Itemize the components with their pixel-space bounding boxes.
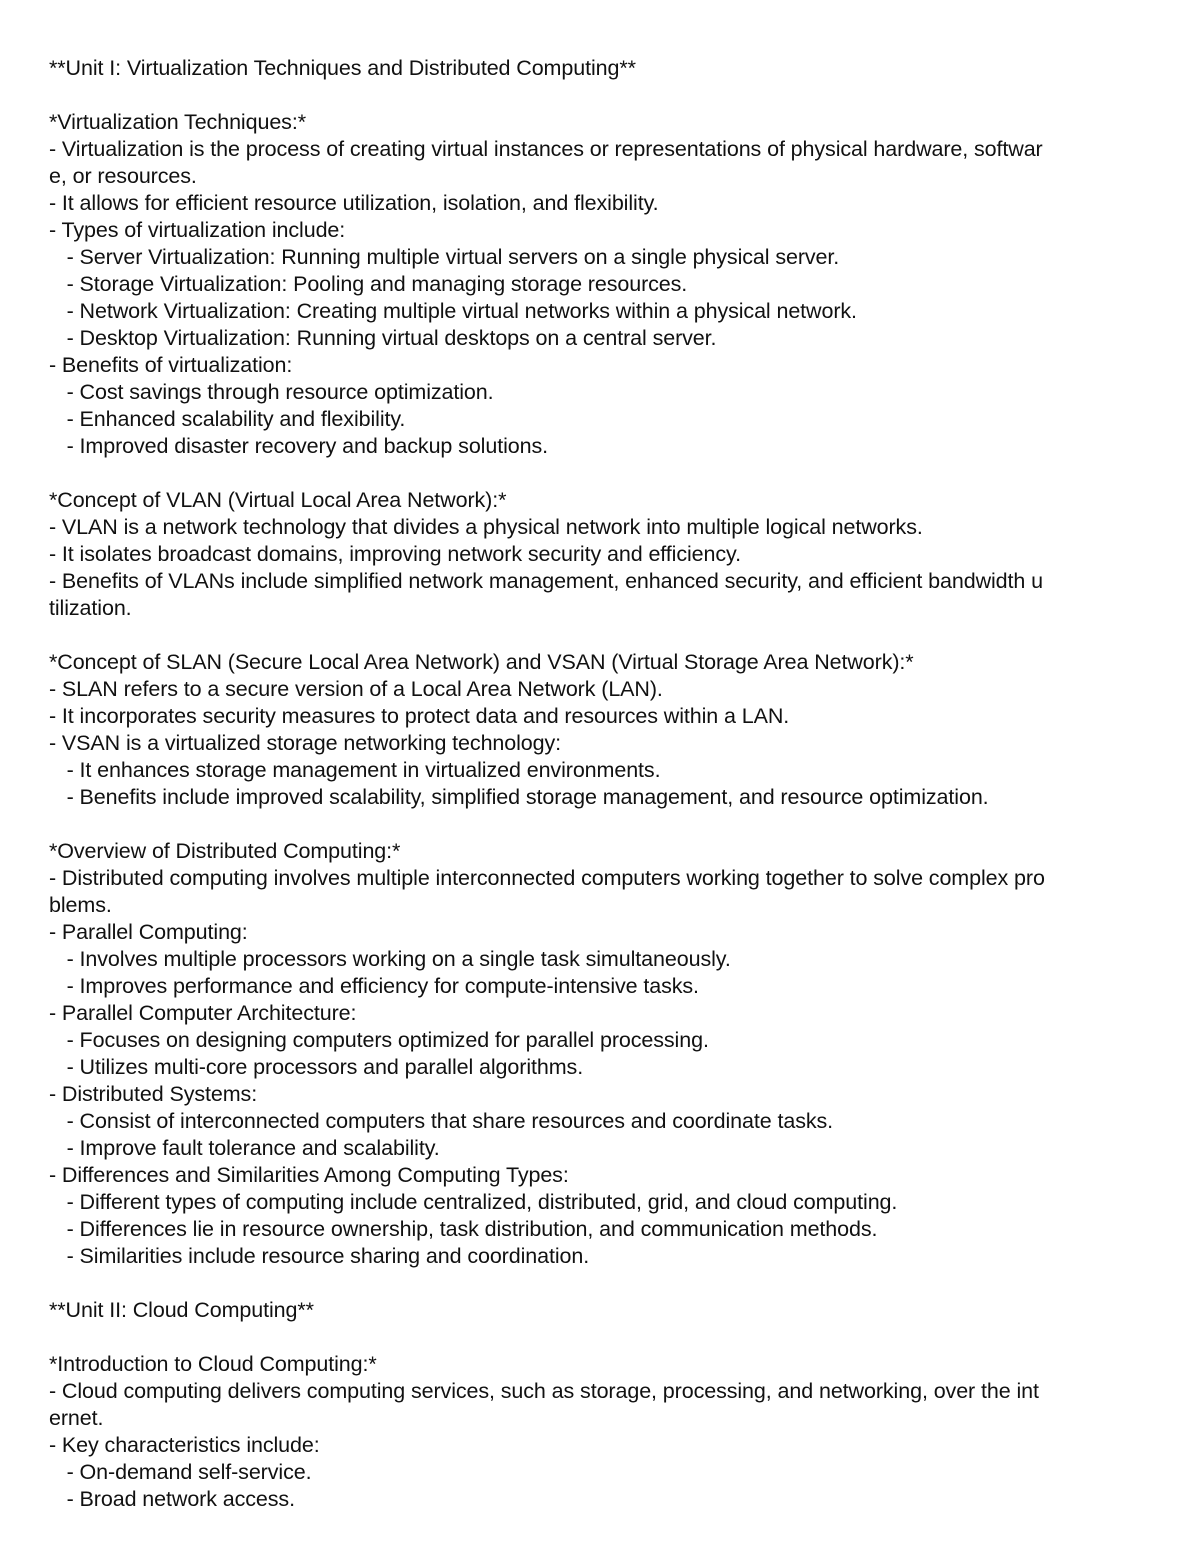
- text-line: - Key characteristics include:: [49, 1433, 320, 1457]
- text-line: - Focuses on designing computers optimized for parallel processing.: [49, 1028, 709, 1052]
- text-line: - Different types of computing include centralized, distributed, grid, and cloud computing.: [49, 1190, 898, 1214]
- text-line: - It incorporates security measures to protect data and resources within a LAN.: [49, 704, 790, 728]
- text-line: - Network Virtualization: Creating multiple virtual networks within a physical network.: [49, 299, 857, 323]
- section-heading: *Concept of SLAN (Secure Local Area Network) and VSAN (Virtual Storage Area Network):*: [49, 650, 914, 674]
- text-line: - Distributed Systems:: [49, 1082, 258, 1106]
- text-line: - Involves multiple processors working on a single task simultaneously.: [49, 947, 731, 971]
- text-line: - Differences and Similarities Among Computing Types:: [49, 1163, 569, 1187]
- blank-line: [49, 1324, 1159, 1351]
- text-line: - Broad network access.: [49, 1487, 295, 1511]
- blank-line: [49, 1270, 1159, 1297]
- text-line: - Distributed computing involves multiple interconnected computers working together to solve complex pro: [49, 866, 1045, 890]
- unit-heading: **Unit I: Virtualization Techniques and Distributed Computing**: [49, 56, 636, 80]
- text-line: - Cloud computing delivers computing services, such as storage, processing, and networking, over the int: [49, 1379, 1039, 1403]
- blank-line: [49, 622, 1159, 649]
- text-line: blems.: [49, 893, 112, 917]
- text-line: - Storage Virtualization: Pooling and managing storage resources.: [49, 272, 688, 296]
- document-text: [49, 55, 1159, 1513]
- text-line: - It enhances storage management in virtualized environments.: [49, 758, 661, 782]
- section-heading: *Virtualization Techniques:*: [49, 110, 306, 134]
- text-line: - Virtualization is the process of creating virtual instances or representations of physical hardware, softwar: [49, 137, 1043, 161]
- unit-heading: **Unit II: Cloud Computing**: [49, 1298, 314, 1322]
- blank-line: [49, 811, 1159, 838]
- text-line: - VSAN is a virtualized storage networking technology:: [49, 731, 562, 755]
- text-line: - Differences lie in resource ownership, task distribution, and communication methods.: [49, 1217, 878, 1241]
- section-heading: *Concept of VLAN (Virtual Local Area Network):*: [49, 488, 507, 512]
- section-heading: *Introduction to Cloud Computing:*: [49, 1352, 377, 1376]
- text-line: - Similarities include resource sharing and coordination.: [49, 1244, 590, 1268]
- text-line: - Utilizes multi-core processors and parallel algorithms.: [49, 1055, 584, 1079]
- section-heading: *Overview of Distributed Computing:*: [49, 839, 401, 863]
- text-line: - VLAN is a network technology that divides a physical network into multiple logical networks.: [49, 515, 923, 539]
- text-line: - Server Virtualization: Running multiple virtual servers on a single physical server.: [49, 245, 840, 269]
- text-line: - Improve fault tolerance and scalability.: [49, 1136, 440, 1160]
- text-line: - Parallel Computer Architecture:: [49, 1001, 357, 1025]
- text-line: - It allows for efficient resource utilization, isolation, and flexibility.: [49, 191, 659, 215]
- text-line: - On-demand self-service.: [49, 1460, 312, 1484]
- text-line: - Enhanced scalability and flexibility.: [49, 407, 406, 431]
- text-line: e, or resources.: [49, 164, 197, 188]
- text-line: tilization.: [49, 596, 132, 620]
- text-line: - Benefits of virtualization:: [49, 353, 293, 377]
- text-line: - SLAN refers to a secure version of a Local Area Network (LAN).: [49, 677, 663, 701]
- text-line: - Types of virtualization include:: [49, 218, 346, 242]
- text-line: - Consist of interconnected computers that share resources and coordinate tasks.: [49, 1109, 834, 1133]
- blank-line: [49, 82, 1159, 109]
- text-line: - Benefits include improved scalability, simplified storage management, and resource optimization.: [49, 785, 989, 809]
- text-line: - Improves performance and efficiency for compute-intensive tasks.: [49, 974, 699, 998]
- text-line: - It isolates broadcast domains, improving network security and efficiency.: [49, 542, 741, 566]
- text-line: - Desktop Virtualization: Running virtual desktops on a central server.: [49, 326, 717, 350]
- text-line: - Cost savings through resource optimization.: [49, 380, 494, 404]
- text-line: - Benefits of VLANs include simplified network management, enhanced security, and efficient bandwidth u: [49, 569, 1043, 593]
- text-line: - Parallel Computing:: [49, 920, 248, 944]
- blank-line: [49, 460, 1159, 487]
- text-line: ernet.: [49, 1406, 104, 1430]
- text-line: - Improved disaster recovery and backup solutions.: [49, 434, 548, 458]
